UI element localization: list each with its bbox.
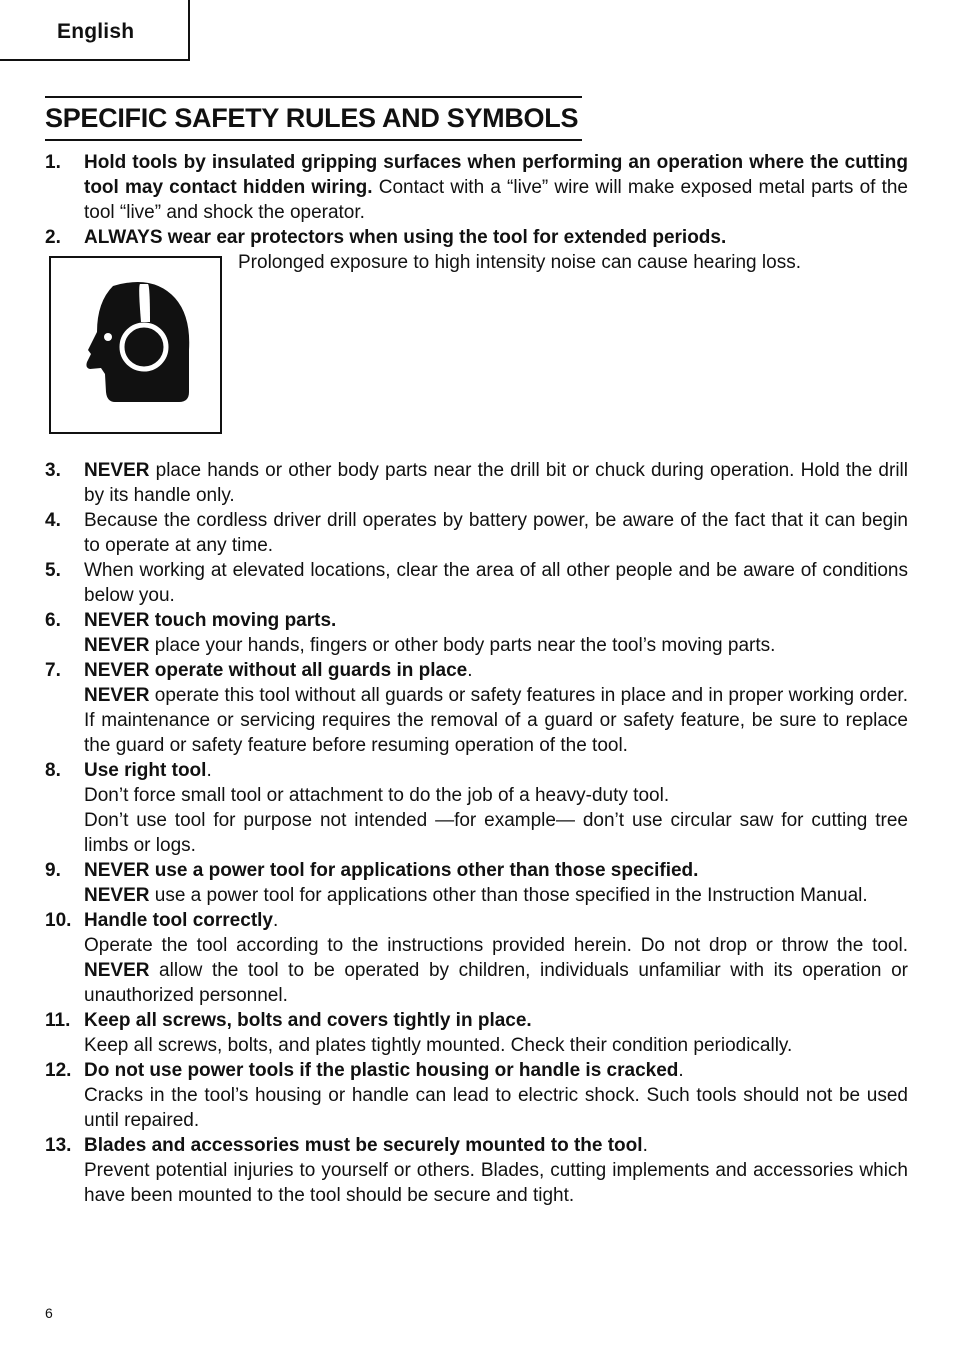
rule-number: 4.: [45, 510, 61, 531]
rule-heading: Handle tool correctly: [84, 910, 273, 931]
rule-heading: Do not use power tools if the plastic housing or handle is cracked: [84, 1060, 679, 1081]
rule-7: [45, 658, 908, 758]
rule-heading-suffix: .: [467, 660, 473, 681]
rule-text: Operate the tool according to the instructions provided herein. Do not drop or throw the tool.: [84, 935, 908, 956]
ear-protection-symbol-row: [45, 250, 908, 458]
rule-text: place your hands, fingers or other body parts near the tool’s moving parts.: [149, 635, 776, 656]
rule-emphasis: NEVER: [84, 635, 150, 656]
rule-text: use a power tool for applications other than those specified in the Instruction Manual.: [149, 885, 868, 906]
rule-heading-suffix: .: [678, 1060, 684, 1081]
rule-number: 2.: [45, 227, 61, 248]
rule-text: Don’t force small tool or attachment to do the job of a heavy-duty tool.: [84, 785, 670, 806]
rule-number: 11.: [45, 1010, 71, 1031]
rule-6: [45, 608, 908, 658]
rule-number: 13.: [45, 1135, 72, 1156]
page-title: SPECIFIC SAFETY RULES AND SYMBOLS: [45, 103, 579, 133]
rule-number: 9.: [45, 860, 61, 881]
rule-text: Because the cordless driver drill operates by battery power, be aware of the fact that it can begin to operate at any time.: [84, 510, 908, 556]
rule-text: Keep all screws, bolts, and plates tightly mounted. Check their condition periodically.: [84, 1035, 793, 1056]
rule-heading: Blades and accessories must be securely mounted to the tool: [84, 1135, 643, 1156]
rule-text: When working at elevated locations, clear the area of all other people and be aware of conditions below you.: [84, 560, 908, 606]
rule-number: 3.: [45, 460, 61, 481]
rule-8: [45, 758, 908, 858]
rule-10: [45, 908, 908, 1008]
rule-heading: Use right tool: [84, 760, 207, 781]
rule-emphasis: NEVER: [84, 885, 150, 906]
rule-number: 12.: [45, 1060, 72, 1081]
rule-number: 8.: [45, 760, 61, 781]
rule-2: [45, 225, 908, 250]
rule-heading: Keep all screws, bolts and covers tightly in place.: [84, 1010, 532, 1031]
rule-text: Prevent potential injuries to yourself or others. Blades, cutting implements and accessories which have been mounted to the tool should be secure and tight.: [84, 1160, 908, 1206]
rule-text: place hands or other body parts near the drill bit or chuck during operation. Hold the drill by its handle only.: [84, 460, 908, 506]
rule-number: 10.: [45, 910, 72, 931]
rule-heading: NEVER: [84, 460, 150, 481]
rule-heading-suffix: .: [206, 760, 212, 781]
rule-9: [45, 858, 908, 908]
rule-text: Cracks in the tool’s housing or handle can lead to electric shock. Such tools should not be used until repaired.: [84, 1085, 908, 1131]
ear-protector-symbol-frame: [49, 256, 222, 434]
rule-11: [45, 1008, 908, 1058]
rule-number: 7.: [45, 660, 61, 681]
rule-heading-suffix: .: [642, 1135, 648, 1156]
symbol-caption: Prolonged exposure to high intensity noise can cause hearing loss.: [238, 252, 801, 273]
rule-text: allow the tool to be operated by children, individuals unfamiliar with its operation or unauthorized personnel.: [84, 960, 908, 1006]
rule-emphasis: NEVER: [84, 960, 150, 981]
rule-number: 6.: [45, 610, 61, 631]
rule-text: operate this tool without all guards or safety features in place and in proper working order. If maintenance or servicing requires the removal of a guard or safety feature, be sure to replace the guard or safety feature before resuming operation of the tool.: [84, 685, 908, 756]
safety-rules-list: [45, 150, 908, 1208]
rule-number: 5.: [45, 560, 61, 581]
rule-heading: NEVER use a power tool for applications other than those specified.: [84, 860, 699, 881]
language-tab: [0, 0, 190, 61]
rule-heading-suffix: .: [720, 227, 727, 248]
rule-heading: ALWAYS wear ear protectors when using the tool for extended periods: [84, 227, 721, 248]
rule-heading: Hold tools by insulated gripping surfaces when performing an operation where the cutting tool may contact hidden wiring.: [84, 152, 908, 198]
rule-1: [45, 150, 908, 225]
rule-5: [45, 558, 908, 608]
rule-text: Don’t use tool for purpose not intended —for example— don’t use circular saw for cutting tree limbs or logs.: [84, 810, 908, 856]
rule-text: Contact with a “live” wire will make exposed metal parts of the tool “live” and shock the operator.: [84, 177, 908, 223]
rule-heading: NEVER touch moving parts.: [84, 610, 337, 631]
rule-13: [45, 1133, 908, 1208]
ear-protector-head-icon: [51, 258, 220, 432]
rule-3: [45, 458, 908, 508]
rule-12: [45, 1058, 908, 1133]
section-title-bar: [45, 96, 582, 141]
rule-emphasis: NEVER: [84, 685, 150, 706]
page-number: 6: [45, 1305, 53, 1321]
rule-number: 1.: [45, 152, 61, 173]
rule-heading: NEVER operate without all guards in place: [84, 660, 468, 681]
language-label: English: [57, 20, 135, 43]
rule-heading-suffix: .: [273, 910, 279, 931]
rule-4: [45, 508, 908, 558]
